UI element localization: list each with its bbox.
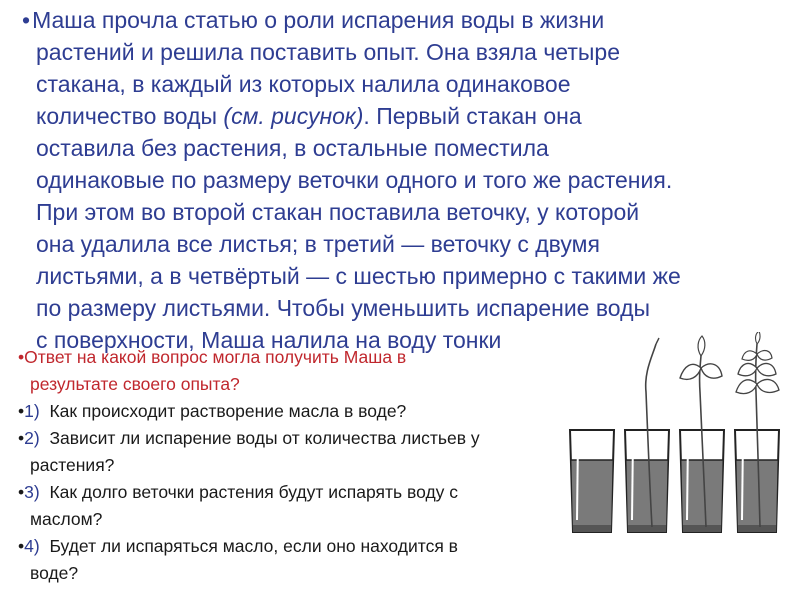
paragraph-line-9: листьями, а в четвёртый — с шестью примерно с такими же [36, 263, 681, 289]
paragraph-line-11: с поверхности, Маша налила на воду тонки [36, 327, 502, 353]
paragraph-line-5: оставила без растения, в остальные поместила [36, 135, 549, 161]
option-number: 1) [24, 401, 40, 421]
paragraph-line-6: одинаковые по размеру веточки одного и того же растения. [36, 167, 673, 193]
option-4: •4) Будет ли испаряться масло, если оно находится в [18, 536, 458, 556]
paragraph-line-2: растений и решила поставить опыт. Она взяла четыре [36, 39, 620, 65]
paragraph-line-8: она удалила все листья; в третий — веточку с двумя [36, 231, 600, 257]
paragraph-line-4: количество воды (см. рисунок). Первый стакан она [36, 103, 582, 129]
four-glasses-illustration [560, 332, 792, 562]
glass-1 [570, 430, 614, 532]
option-2-cont: растения? [30, 455, 115, 475]
option-1: •1) Как происходит растворение масла в воде? [18, 401, 407, 421]
figure-reference: (см. рисунок) [223, 103, 364, 129]
option-2: •2) Зависит ли испарение воды от количества листьев у [18, 428, 480, 448]
option-number: 3) [24, 482, 40, 502]
paragraph-line-3: стакана, в каждый из которых налила одинаковое [36, 71, 571, 97]
glass-2 [625, 430, 669, 532]
option-3: •3) Как долго веточки растения будут испарять воду с [18, 482, 459, 502]
option-3-cont: маслом? [30, 509, 103, 529]
problem-paragraph [22, 4, 792, 356]
option-4-cont: воде? [30, 563, 79, 583]
bullet-dot: • [22, 7, 31, 33]
paragraph-line-1: •Маша прочла статью о роли испарения воды в жизни [22, 7, 605, 33]
paragraph-line-7: При этом во второй стакан поставила веточку, у которой [36, 199, 640, 225]
option-number: 4) [24, 536, 40, 556]
question-line-1: •Ответ на какой вопрос могла получить Маша в [18, 347, 407, 367]
option-number: 2) [24, 428, 40, 448]
question-block [18, 344, 578, 587]
paragraph-line-10: по размеру листьями. Чтобы уменьшить испарение воды [36, 295, 651, 321]
question-line-2: результате своего опыта? [30, 374, 240, 394]
